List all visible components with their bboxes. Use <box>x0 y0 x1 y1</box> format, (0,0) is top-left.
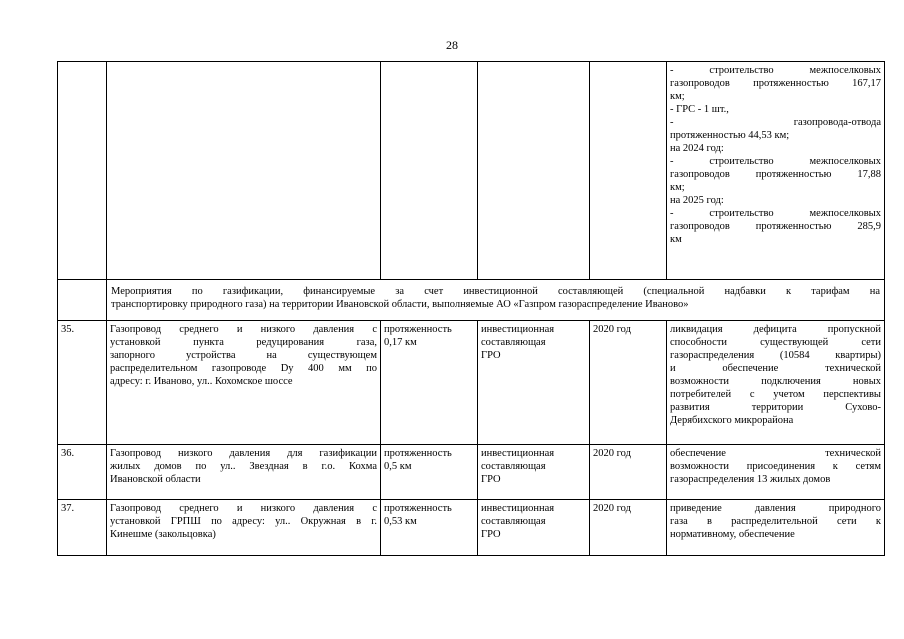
section-heading <box>107 280 885 321</box>
page-number: 28 <box>446 38 458 52</box>
text-line: протяженность <box>384 448 452 459</box>
table-row <box>58 321 885 445</box>
row-number: 36. <box>58 445 107 500</box>
goal <box>667 321 885 445</box>
cell-name <box>107 62 381 280</box>
year: 2020 год <box>590 445 667 500</box>
text-line: газа в распределительной сети к <box>670 516 881 527</box>
cell-year <box>590 62 667 280</box>
text-line: Кинешме (закольцовка) <box>110 529 216 540</box>
continuation-line: газопроводов протяженностью 167,17 <box>670 78 881 89</box>
text-line: составляющая <box>481 461 546 472</box>
text-line: и обеспечение технической <box>670 363 881 374</box>
continuation-line: - строительство межпоселковых <box>670 65 881 76</box>
text-line: 0,53 км <box>384 516 417 527</box>
text-line: ГРО <box>481 529 501 540</box>
text-line: составляющая <box>481 337 546 348</box>
cell-source <box>478 62 590 280</box>
text-line: способности существующей сети <box>670 337 881 348</box>
text-line: составляющая <box>481 516 546 527</box>
continuation-line: на 2025 год: <box>670 195 724 206</box>
table-row-continuation <box>58 62 885 280</box>
text-line: нормативному, обеспечение <box>670 529 795 540</box>
object-name <box>107 445 381 500</box>
text-line: распределительном газопроводе Dу 400 мм по <box>110 363 377 374</box>
text-line: инвестиционная <box>481 324 555 335</box>
goal <box>667 500 885 556</box>
text-line: протяженность <box>384 503 452 514</box>
text-line: инвестиционная <box>481 448 555 459</box>
text-line: запорного устройства на существующем <box>110 350 377 361</box>
text-line: потребителей с учетом перспективы <box>670 389 881 400</box>
object-parameters <box>381 321 478 445</box>
text-line: Газопровод среднего и низкого давления с <box>110 503 377 514</box>
text-line: развития территории Сухово- <box>670 402 881 413</box>
continuation-line: протяженностью 44,53 км; <box>670 130 790 141</box>
object-parameters <box>381 445 478 500</box>
text-line: ГРО <box>481 474 501 485</box>
text-line: жилых домов по ул.. Звездная в г.о. Кохма <box>110 461 377 472</box>
continuation-line: - газопровода-отвода <box>670 117 881 128</box>
row-number: 35. <box>58 321 107 445</box>
text-line: газораспределения (10584 квартиры) <box>670 350 881 361</box>
continuation-line: газопроводов протяженностью 17,88 <box>670 169 881 180</box>
text-line: установкой ГРПШ по адресу: ул.. Окружная в г. <box>110 516 377 527</box>
continuation-line: - строительство межпоселковых <box>670 208 881 219</box>
year: 2020 год <box>590 500 667 556</box>
text-line: установкой пункта редуцирования газа, <box>110 337 377 348</box>
continuation-line: км <box>670 234 682 245</box>
text-line: Мероприятия по газификации, финансируемые за счет инвестиционной составляющей (специальной надбавки к тарифам на <box>111 286 880 297</box>
goal <box>667 445 885 500</box>
text-line: газораспределения 13 жилых домов <box>670 474 831 485</box>
continuation-line: газопроводов протяженностью 285,9 <box>670 221 881 232</box>
funding-source <box>478 445 590 500</box>
funding-source <box>478 321 590 445</box>
text-line: обеспечение технической <box>670 448 881 459</box>
cell-num <box>58 62 107 280</box>
continuation-line: км; <box>670 91 685 102</box>
text-line: возможности присоединения к сетям <box>670 461 881 472</box>
year: 2020 год <box>590 321 667 445</box>
text-line: Дерябихского микрорайона <box>670 415 794 426</box>
continuation-line: на 2024 год: <box>670 143 724 154</box>
text-line: Ивановской области <box>110 474 201 485</box>
text-line: адресу: г. Иваново, ул.. Кохомское шоссе <box>110 376 293 387</box>
text-line: ГРО <box>481 350 501 361</box>
continuation-line: - ГРС - 1 шт., <box>670 104 729 115</box>
row-number: 37. <box>58 500 107 556</box>
table-row <box>58 500 885 556</box>
object-parameters <box>381 500 478 556</box>
table-row <box>58 445 885 500</box>
funding-source <box>478 500 590 556</box>
object-name <box>107 500 381 556</box>
cell-goal <box>667 62 885 280</box>
section-heading-row <box>58 280 885 321</box>
text-line: инвестиционная <box>481 503 555 514</box>
text-line: протяженность <box>384 324 452 335</box>
cell-param <box>381 62 478 280</box>
text-line: ликвидация дефицита пропускной <box>670 324 881 335</box>
text-line: 0,17 км <box>384 337 417 348</box>
continuation-line: км; <box>670 182 685 193</box>
text-line: Газопровод среднего и низкого давления с <box>110 324 377 335</box>
text-line: приведение давления природного <box>670 503 881 514</box>
object-name <box>107 321 381 445</box>
text-line: 0,5 км <box>384 461 412 472</box>
text-line: возможности подключения новых <box>670 376 881 387</box>
continuation-line: - строительство межпоселковых <box>670 156 881 167</box>
cell-num <box>58 280 107 321</box>
measures-table <box>57 61 885 556</box>
text-line: транспортировку природного газа) на территории Ивановской области, выполняемые АО «Газпром газораспределение Иваново» <box>111 299 689 310</box>
text-line: Газопровод низкого давления для газификации <box>110 448 377 459</box>
